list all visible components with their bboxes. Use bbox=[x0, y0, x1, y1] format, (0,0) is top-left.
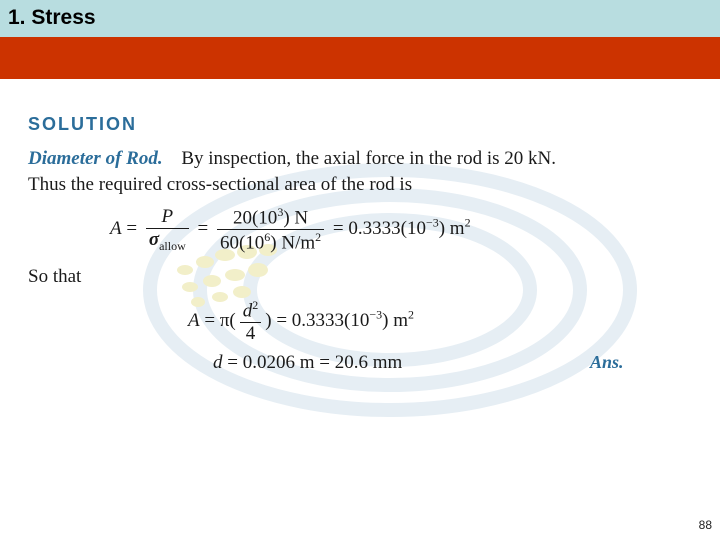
close-paren: ) bbox=[265, 310, 272, 332]
solution-heading: SOLUTION bbox=[28, 114, 137, 134]
eq2-equals-2: = bbox=[276, 310, 288, 332]
numeric-fraction bbox=[217, 205, 324, 255]
d-squared bbox=[240, 298, 262, 323]
eq2-result-exponent: −3 bbox=[369, 307, 383, 322]
four: 4 bbox=[245, 323, 256, 345]
allow-subscript: allow bbox=[159, 238, 186, 253]
result-part-b: ) m bbox=[438, 218, 465, 240]
den-unit-exponent: 2 bbox=[315, 230, 322, 245]
d-exponent: 2 bbox=[252, 298, 259, 312]
answer-label: Ans. bbox=[590, 352, 624, 372]
diameter-millimeters: 20.6 mm bbox=[334, 352, 403, 373]
result-exponent: −3 bbox=[425, 215, 439, 230]
eq1-lhs: A bbox=[110, 218, 122, 240]
eq2-lhs: A bbox=[188, 310, 200, 332]
d-symbol: d bbox=[242, 300, 253, 322]
numeric-numerator bbox=[217, 205, 324, 230]
second-line: Thus the required cross-sectional area of the rod is bbox=[28, 174, 413, 195]
eq1-equals-2: = bbox=[197, 218, 209, 240]
den-part-b: ) N/m bbox=[270, 232, 316, 254]
force-over-stress-fraction bbox=[146, 206, 189, 254]
diameter-meters: 0.0206 m bbox=[242, 352, 315, 373]
area-equation bbox=[110, 205, 471, 255]
intro-text: By inspection, the axial force in the rod is 20 kN. bbox=[181, 148, 556, 169]
result-part-a: 0.3333(10 bbox=[348, 218, 426, 240]
eq3-lhs: d bbox=[213, 352, 223, 373]
eq2-result-b: ) m bbox=[382, 310, 409, 332]
d-squared-over-four bbox=[240, 298, 262, 345]
eq3-equals-2: = bbox=[319, 352, 330, 373]
so-that-text: So that bbox=[28, 266, 82, 287]
den-part-a: 60(10 bbox=[219, 232, 265, 254]
eq1-equals-3: = bbox=[332, 218, 344, 240]
eq2-result bbox=[291, 307, 415, 332]
eq2-result-a: 0.3333(10 bbox=[291, 310, 370, 332]
num-part-b: ) N bbox=[283, 207, 309, 229]
diameter-subheading: Diameter of Rod. bbox=[28, 148, 163, 169]
page-number: 88 bbox=[698, 518, 712, 532]
num-part-a: 20(10 bbox=[232, 207, 278, 229]
eq2-equals-1: = bbox=[204, 310, 216, 332]
pi-open: π( bbox=[219, 310, 236, 332]
slide-title: 1. Stress bbox=[8, 6, 96, 29]
eq1-result bbox=[348, 215, 471, 240]
sigma-symbol: σ bbox=[148, 228, 160, 250]
force-symbol: P bbox=[146, 206, 189, 229]
red-banner bbox=[0, 37, 720, 79]
diameter-result bbox=[213, 352, 402, 374]
intro-line bbox=[28, 148, 556, 170]
result-unit-exponent: 2 bbox=[464, 215, 471, 230]
num-exponent: 3 bbox=[277, 205, 284, 219]
numeric-denominator bbox=[217, 230, 324, 254]
eq2-unit-exponent: 2 bbox=[408, 307, 415, 322]
den-exponent: 6 bbox=[264, 230, 271, 245]
diameter-equation bbox=[188, 298, 414, 345]
eq1-equals-1: = bbox=[126, 218, 138, 240]
title-bar bbox=[0, 0, 720, 37]
eq3-equals-1: = bbox=[227, 352, 238, 373]
allowable-stress bbox=[146, 229, 189, 254]
